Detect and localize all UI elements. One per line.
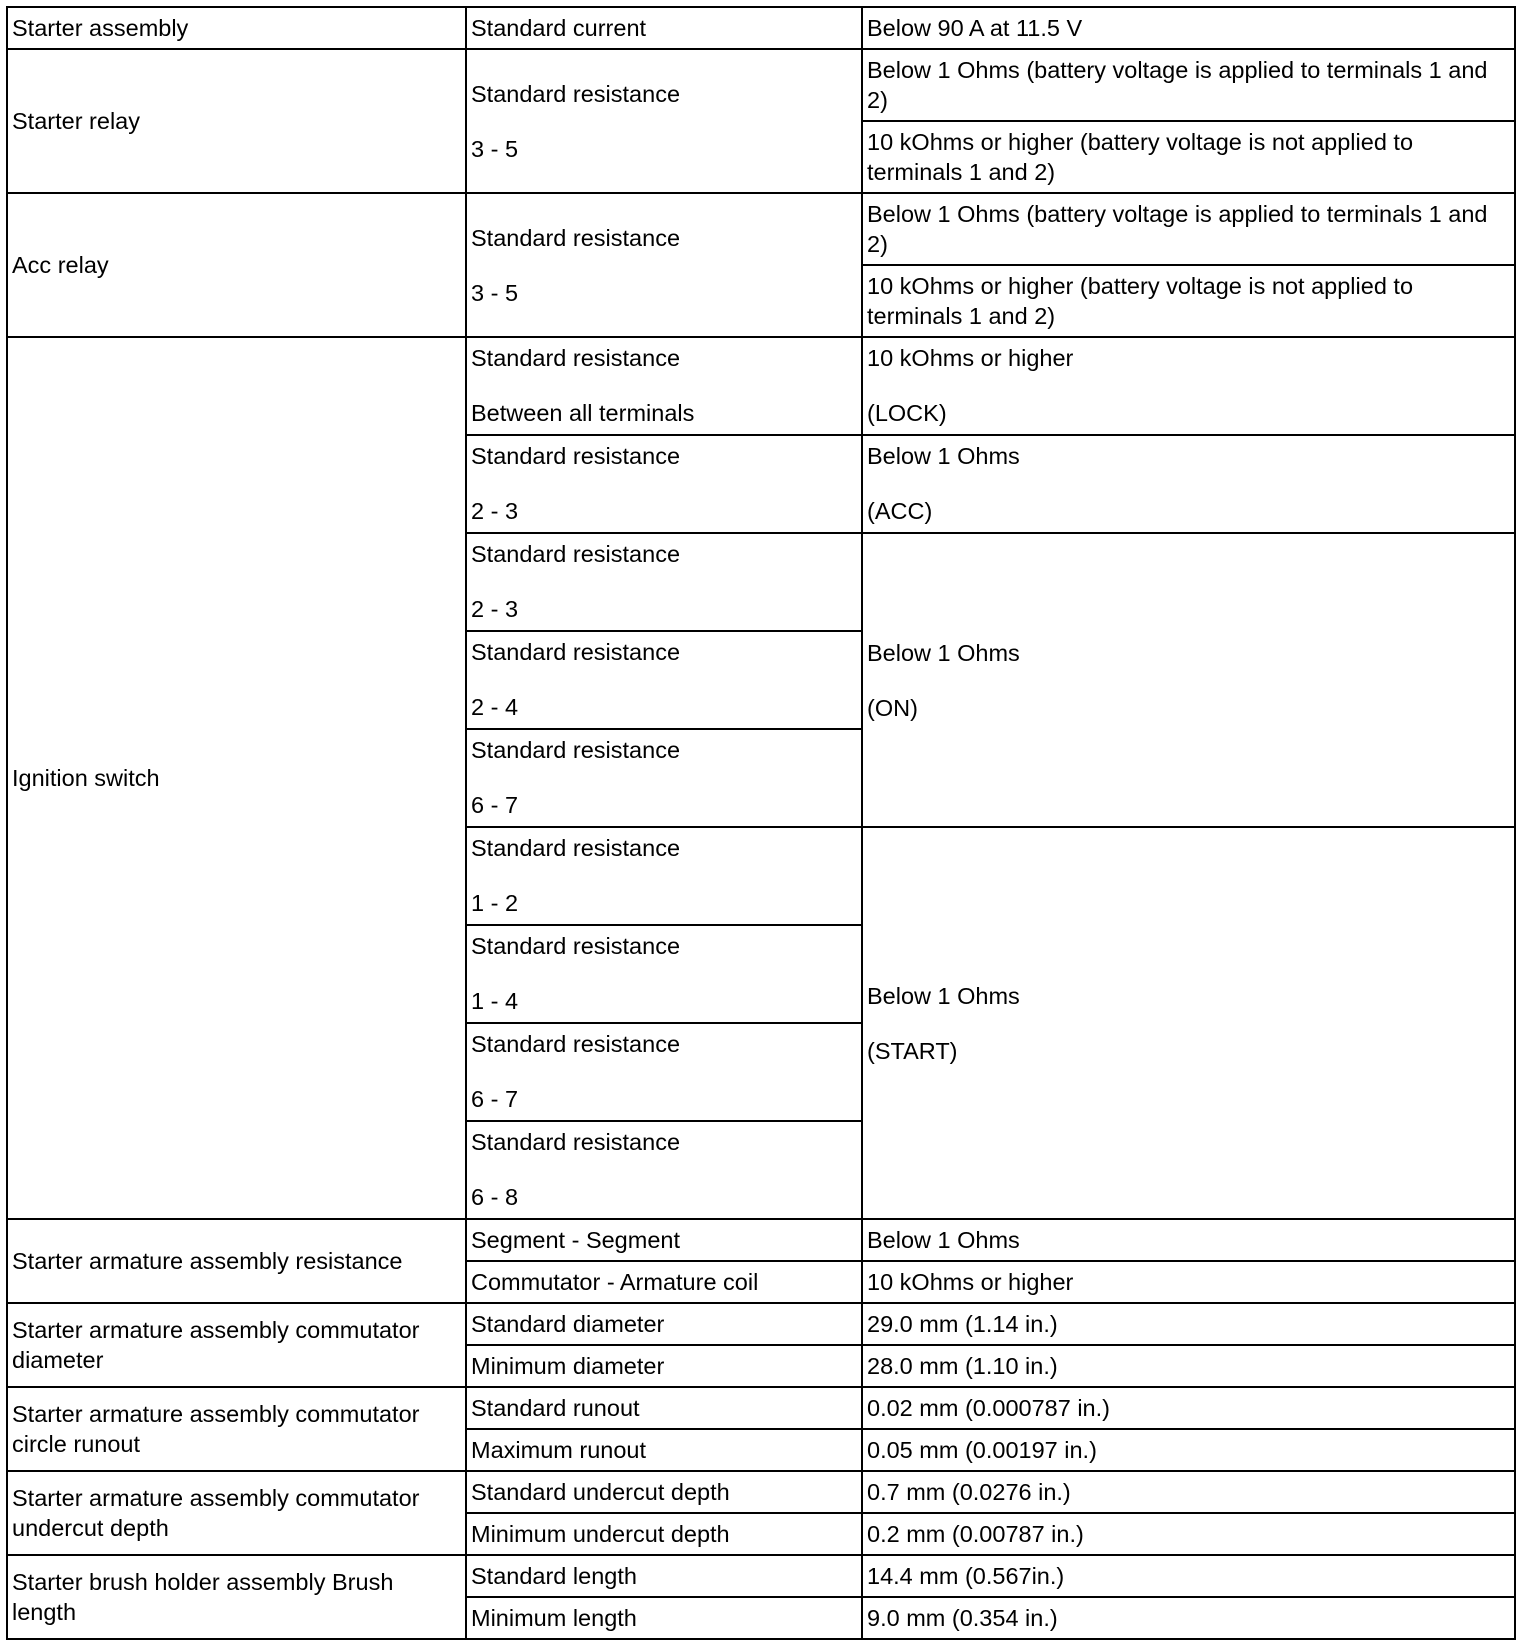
condition-cell	[466, 1023, 862, 1121]
item-cell: Starter armature assembly commutator circle runout	[7, 1387, 466, 1471]
condition-terminals: 2 - 3	[471, 498, 519, 524]
spec-cell: 10 kOhms or higher (battery voltage is not applied to terminals 1 and 2)	[862, 121, 1515, 193]
spec-cell	[862, 533, 1515, 827]
condition-label: Standard resistance	[471, 224, 681, 251]
condition-cell	[466, 631, 862, 729]
condition-cell: Segment - Segment	[466, 1219, 862, 1261]
spec-position: (LOCK)	[867, 400, 947, 426]
spec-cell	[862, 827, 1515, 1219]
condition-cell: Standard current	[466, 7, 862, 49]
spec-cell: 14.4 mm (0.567in.)	[862, 1555, 1515, 1597]
condition-label: Standard resistance	[471, 737, 681, 763]
table-row-commutator-diameter	[7, 1303, 1515, 1345]
condition-cell	[466, 337, 862, 435]
condition-terminals: 2 - 3	[471, 596, 519, 622]
table-row-ignition-lock	[7, 337, 1515, 435]
condition-terminals: 1 - 4	[471, 988, 519, 1014]
condition-label: Standard resistance	[471, 443, 681, 469]
spec-cell: 28.0 mm (1.10 in.)	[862, 1345, 1515, 1387]
spec-cell: Below 1 Ohms (battery voltage is applied to terminals 1 and 2)	[862, 193, 1515, 265]
table-row-acc-relay	[7, 193, 1515, 265]
condition-label: Standard resistance	[471, 345, 681, 371]
table-row-commutator-runout	[7, 1387, 1515, 1429]
condition-terminals: Between all terminals	[471, 400, 695, 426]
condition-label: Standard resistance	[471, 639, 681, 665]
spec-cell: Below 1 Ohms (battery voltage is applied to terminals 1 and 2)	[862, 49, 1515, 121]
condition-terminals: 3 - 5	[471, 279, 519, 306]
spec-cell	[862, 435, 1515, 533]
condition-cell	[466, 925, 862, 1023]
condition-cell	[466, 729, 862, 827]
condition-cell: Standard diameter	[466, 1303, 862, 1345]
spec-position: (ON)	[867, 694, 918, 721]
condition-terminals: 6 - 7	[471, 792, 519, 818]
condition-cell: Minimum undercut depth	[466, 1513, 862, 1555]
condition-label: Standard resistance	[471, 541, 681, 567]
item-cell: Ignition switch	[7, 337, 466, 1219]
table-row-undercut-depth	[7, 1471, 1515, 1513]
table-row-starter-relay	[7, 49, 1515, 121]
condition-cell: Standard undercut depth	[466, 1471, 862, 1513]
spec-cell	[862, 337, 1515, 435]
starter-specification-table	[6, 6, 1516, 1640]
item-cell: Starter brush holder assembly Brush length	[7, 1555, 466, 1639]
spec-position: (START)	[867, 1037, 958, 1064]
condition-cell: Maximum runout	[466, 1429, 862, 1471]
spec-cell: 10 kOhms or higher (battery voltage is not applied to terminals 1 and 2)	[862, 265, 1515, 337]
condition-label: Standard resistance	[471, 80, 681, 107]
condition-cell: Minimum diameter	[466, 1345, 862, 1387]
spec-value: Below 1 Ohms	[867, 982, 1020, 1009]
table-row-armature-resistance	[7, 1219, 1515, 1261]
condition-cell	[466, 533, 862, 631]
spec-cell: 0.05 mm (0.00197 in.)	[862, 1429, 1515, 1471]
item-cell: Starter assembly	[7, 7, 466, 49]
condition-terminals: 6 - 7	[471, 1086, 519, 1112]
condition-terminals: 1 - 2	[471, 890, 519, 916]
table-row-brush-length	[7, 1555, 1515, 1597]
condition-terminals: 3 - 5	[471, 135, 519, 162]
condition-cell	[466, 827, 862, 925]
spec-cell: 10 kOhms or higher	[862, 1261, 1515, 1303]
item-cell: Starter armature assembly resistance	[7, 1219, 466, 1303]
condition-label: Standard resistance	[471, 933, 681, 959]
spec-cell: 9.0 mm (0.354 in.)	[862, 1597, 1515, 1639]
condition-cell: Standard length	[466, 1555, 862, 1597]
spec-value: Below 1 Ohms	[867, 639, 1020, 666]
condition-cell: Minimum length	[466, 1597, 862, 1639]
item-cell: Acc relay	[7, 193, 466, 337]
spec-cell: Below 90 A at 11.5 V	[862, 7, 1515, 49]
condition-label: Standard resistance	[471, 835, 681, 861]
spec-cell: Below 1 Ohms	[862, 1219, 1515, 1261]
spec-position: (ACC)	[867, 498, 933, 524]
spec-cell: 29.0 mm (1.14 in.)	[862, 1303, 1515, 1345]
item-cell: Starter armature assembly commutator undercut depth	[7, 1471, 466, 1555]
spec-value: Below 1 Ohms	[867, 443, 1020, 469]
condition-cell	[466, 1121, 862, 1219]
spec-cell: 0.02 mm (0.000787 in.)	[862, 1387, 1515, 1429]
condition-terminals: 2 - 4	[471, 694, 519, 720]
table-row-starter-assembly	[7, 7, 1515, 49]
item-cell: Starter armature assembly commutator diameter	[7, 1303, 466, 1387]
condition-label: Standard resistance	[471, 1031, 681, 1057]
condition-cell	[466, 49, 862, 193]
condition-cell: Commutator - Armature coil	[466, 1261, 862, 1303]
spec-value: 10 kOhms or higher	[867, 345, 1074, 371]
condition-cell	[466, 435, 862, 533]
spec-cell: 0.7 mm (0.0276 in.)	[862, 1471, 1515, 1513]
condition-cell: Standard runout	[466, 1387, 862, 1429]
item-cell: Starter relay	[7, 49, 466, 193]
condition-terminals: 6 - 8	[471, 1184, 519, 1210]
spec-cell: 0.2 mm (0.00787 in.)	[862, 1513, 1515, 1555]
condition-cell	[466, 193, 862, 337]
condition-label: Standard resistance	[471, 1129, 681, 1155]
